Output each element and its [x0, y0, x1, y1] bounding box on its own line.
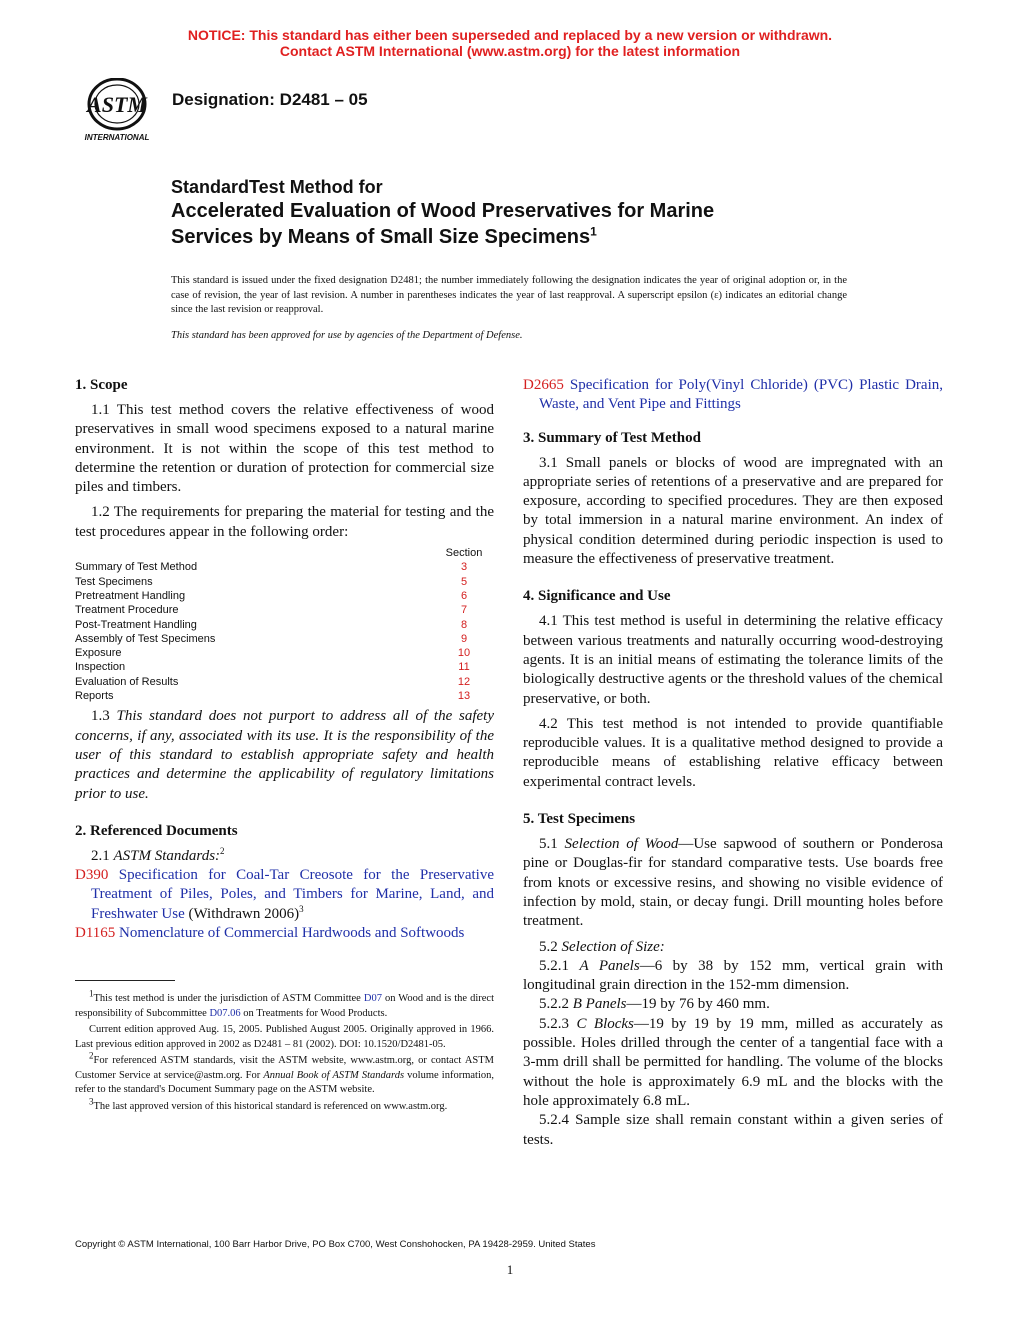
astm-standards-label: ASTM Standards:	[113, 847, 221, 864]
reference-title-link[interactable]: Specification for Poly(Vinyl Chloride) (PVC) Plastic Drain, Waste, and Vent Pipe and Fittings	[539, 377, 943, 413]
toc-row	[75, 603, 494, 617]
footnote-2-mark: 2	[89, 1050, 94, 1061]
specimens-5-2-2-num: 5.2.2	[539, 996, 573, 1013]
references-2-1-num: 2.1	[91, 847, 114, 864]
specimens-5-2-2-text: —19 by 76 by 460 mm.	[626, 996, 770, 1013]
summary-3-1: 3.1 Small panels or blocks of wood are impregnated with an appropriate series of retentions of a preservative and are prepared for exposure, according to specified procedures. They are then exposed by total immersion in a natural marine environment. An index of physical condition determined during periodic inspection is used to measure the effectiveness of preservative treatment.	[523, 454, 943, 568]
toc-label: Summary of Test Method	[75, 561, 198, 574]
title-line-3-text: Services by Means of Small Size Specimens	[171, 226, 591, 248]
specimens-5-2-3-num: 5.2.3	[539, 1015, 577, 1032]
toc-row	[75, 632, 494, 646]
right-column	[523, 376, 943, 1150]
section-table	[75, 546, 494, 703]
scope-1-3	[75, 707, 494, 803]
toc-link[interactable]: 12	[457, 675, 471, 688]
c-blocks-label: C Blocks	[576, 1015, 634, 1032]
toc-header: Section	[445, 547, 483, 560]
reference-item	[75, 866, 494, 924]
logo-subtext: INTERNATIONAL	[84, 133, 150, 142]
toc-row	[75, 646, 494, 660]
footnote-mark-2[interactable]: 2	[220, 845, 225, 856]
reference-item	[523, 376, 943, 415]
scope-heading: 1. Scope	[75, 377, 128, 393]
summary-heading: 3. Summary of Test Method	[523, 429, 701, 446]
specimens-5-1-num: 5.1	[539, 836, 565, 853]
specimens-5-2-2	[523, 995, 943, 1014]
toc-label: Assembly of Test Specimens	[75, 632, 216, 645]
footnote-3-mark: 3	[89, 1096, 94, 1106]
toc-row	[75, 589, 494, 603]
footnote-3-text: The last approved version of this historical standard is referenced on www.astm.org.	[93, 1100, 448, 1112]
specimens-5-2-1-num: 5.2.1	[539, 957, 580, 974]
footnote-1-edition: Current edition approved Aug. 15, 2005. Published August 2005. Originally approved in 1966. Last previous edition approved in 2002 as D2481 – 81 (2002). DOI: 10.1520/D2481-05.	[75, 1024, 494, 1050]
toc-label: Test Specimens	[75, 575, 153, 588]
toc-link[interactable]: 11	[458, 661, 470, 674]
annual-book-title: Annual Book of ASTM Standards	[263, 1069, 405, 1081]
scope-1-3-num: 1.3	[91, 708, 110, 725]
footnote-1-text-b: on Wood and is the direct responsibility of Subcommittee	[75, 993, 494, 1019]
astm-logo	[74, 78, 160, 144]
footnote-3	[75, 1096, 494, 1115]
selection-of-size-label: Selection of Size:	[561, 938, 665, 955]
reference-tail: (Withdrawn 2006)	[184, 905, 300, 922]
left-column	[75, 376, 494, 943]
title-line-2: Accelerated Evaluation of Wood Preservatives for Marine	[171, 200, 715, 222]
toc-row	[75, 660, 494, 674]
significance-4-2: 4.2 This test method is not intended to provide quantifiable reproducible values. It is a qualitative method designed to provide a reproducible means of establishing relative efficacy between experimental contract levels.	[523, 715, 943, 790]
toc-link[interactable]: 7	[460, 604, 468, 617]
designation: Designation: D2481 – 05	[172, 90, 368, 109]
toc-row	[75, 618, 494, 632]
selection-of-wood-label: Selection of Wood	[564, 836, 679, 853]
reference-code-link[interactable]: D390	[75, 867, 109, 884]
toc-label: Evaluation of Results	[75, 675, 179, 688]
toc-link[interactable]: 8	[460, 618, 468, 631]
title-footnote-mark[interactable]: 1	[590, 224, 597, 239]
specimens-5-2-4: 5.2.4 Sample size shall remain constant within a given series of tests.	[523, 1112, 943, 1148]
reference-code-link[interactable]: D1165	[75, 925, 116, 942]
reference-code-link[interactable]: D2665	[523, 377, 564, 393]
references-2-1	[75, 847, 494, 866]
toc-link[interactable]: 13	[457, 690, 471, 703]
footnote-2-text-b: volume information, refer to the standard's Document Summary page on the ASTM website.	[75, 1069, 494, 1095]
specimens-5-2-num: 5.2	[539, 938, 562, 955]
notice-banner	[0, 27, 1020, 59]
significance-heading: 4. Significance and Use	[523, 588, 671, 605]
copyright: Copyright © ASTM International, 100 Barr Harbor Drive, PO Box C700, West Conshohocken, PA 19428-2959. United States	[75, 1239, 596, 1250]
toc-link[interactable]: 10	[457, 647, 471, 660]
toc-link[interactable]: 5	[460, 575, 468, 588]
footnote-mark-3[interactable]: 3	[299, 903, 304, 914]
toc-label: Treatment Procedure	[75, 604, 179, 617]
specimens-heading: 5. Test Specimens	[523, 811, 636, 828]
specimens-5-2-1-text: —6 by 38 by 152 mm, vertical grain with longitudinal grain direction in the 152-mm dimension.	[523, 957, 944, 994]
toc-label: Post-Treatment Handling	[75, 618, 197, 631]
toc-row	[75, 689, 494, 703]
safety-statement: This standard does not purport to address all of the safety concerns, if any, associated with its use. It is the responsibility of the user of this standard to establish appropriate safety and health practices and determine the applicability of regulatory limitations prior to use.	[75, 708, 495, 802]
a-panels-label: A Panels	[579, 957, 640, 974]
specimens-5-1-text: —Use sapwood of southern or Ponderosa pine or Douglas-fir for standard comparative tests. Use boards free from knots or excessive resins, and showing no visible evidence of infection by mold, stain, or decay fungi. Drill mounting holes before treatment.	[523, 836, 944, 930]
reference-title-link[interactable]: Nomenclature of Commercial Hardwoods and Softwoods	[119, 925, 465, 942]
specimens-5-2-1	[523, 957, 943, 996]
footnote-divider	[75, 980, 175, 981]
footnote-2	[75, 1050, 494, 1098]
specimens-5-2-3-text: —19 by 19 by 19 mm, milled as accurately as possible. Holes drilled through the center of a tangential face with a 3-mm drill shall be permitted for handling. The volume of the blocks without the hole is approximately 6.9 mL and the blocks with the hole approximately 6.8 mL.	[523, 1015, 943, 1109]
toc-link[interactable]: 9	[460, 632, 468, 645]
scope-1-2: 1.2 The requirements for preparing the material for testing and the test procedures appear in the following order:	[75, 504, 494, 540]
reference-item	[75, 924, 494, 943]
toc-label: Reports	[75, 690, 114, 703]
astm-logo-icon	[74, 78, 160, 144]
title-line-3	[171, 224, 871, 250]
subcommittee-link[interactable]: D07.06	[209, 1007, 241, 1019]
toc-link[interactable]: 3	[460, 561, 468, 574]
toc-row	[75, 675, 494, 689]
toc-link[interactable]: 6	[460, 589, 468, 602]
logo-text: ASTM	[87, 92, 147, 117]
document-title	[171, 176, 871, 250]
toc-label: Exposure	[75, 647, 122, 660]
references-heading: 2. Referenced Documents	[75, 822, 238, 839]
toc-row	[75, 575, 494, 589]
scope-1-1: 1.1 This test method covers the relative effectiveness of wood preservatives in small wood specimens exposed to a natural marine environment. It is not within the scope of this test method to determine the retention or duration of protection for commercial size piles and timbers.	[75, 402, 494, 496]
preamble: This standard is issued under the fixed designation D2481; the number immediately following the designation indicates the year of original adoption or, in the case of revision, the year of last revision. A number in parentheses indicates the year of last reapproval. A superscript epsilon (ε) indicates an editorial change since the last revision or reapproval.	[171, 275, 847, 315]
footnote-1-text-c: on Treatments for Wood Products.	[240, 1007, 388, 1019]
footnote-1-mark: 1	[89, 988, 94, 999]
significance-4-1: 4.1 This test method is useful in determining the relative efficacy between various treatments and naturally occurring wood-destroying agents. It is an initial means of estimating the tolerance limits of the biologically destructive agents or the threshold values of the chemical preservative, or both.	[523, 613, 943, 707]
specimens-5-1	[523, 835, 943, 931]
specimens-5-2-3	[523, 1015, 943, 1111]
committee-link[interactable]: D07	[363, 993, 382, 1004]
notice-line-2: Contact ASTM International (www.astm.org) for the latest information	[279, 43, 741, 59]
title-line-1: StandardTest Method for	[171, 177, 383, 197]
notice-line-1: NOTICE: This standard has either been superseded and replaced by a new version or withdrawn.	[187, 27, 833, 43]
footnote-2-text-a: For referenced ASTM standards, visit the ASTM website, www.astm.org, or contact ASTM Customer Service at service@astm.org. For	[75, 1055, 494, 1081]
reference-title-link[interactable]: Specification for Coal-Tar Creosote for the Preservative Treatment of Piles, Poles, and Timbers for Marine, Land, and Freshwater Use	[91, 867, 495, 922]
page-number: 1	[506, 1262, 514, 1277]
toc-label: Pretreatment Handling	[75, 589, 186, 602]
specimens-5-2	[523, 938, 943, 957]
dod-approval: This standard has been approved for use by agencies of the Department of Defense.	[171, 330, 523, 341]
footnotes	[75, 988, 494, 1116]
footnote-1	[75, 988, 494, 1021]
toc-header-row	[75, 546, 494, 560]
toc-row	[75, 560, 494, 574]
toc-label: Inspection	[75, 661, 126, 674]
b-panels-label: B Panels	[572, 996, 627, 1013]
footnote-1-text-a: This test method is under the jurisdiction of ASTM Committee	[93, 993, 364, 1004]
